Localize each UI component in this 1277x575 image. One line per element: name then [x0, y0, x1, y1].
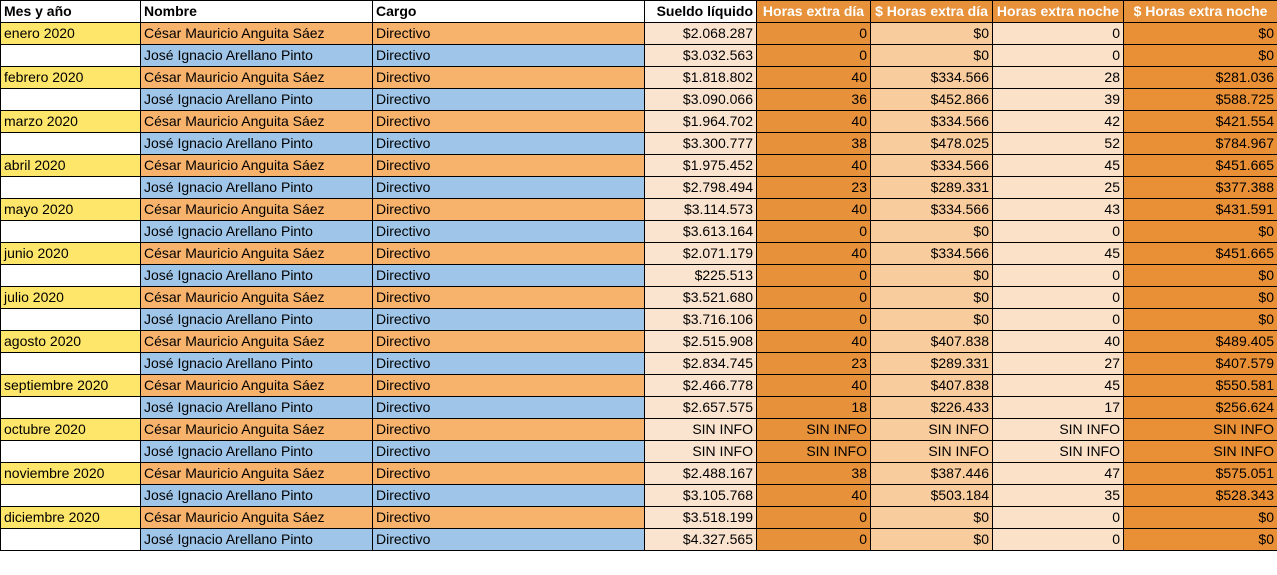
cell-pesos-dia[interactable]: $0: [871, 221, 993, 243]
cell-nombre[interactable]: José Ignacio Arellano Pinto: [141, 485, 373, 507]
cell-nombre[interactable]: César Mauricio Anguita Sáez: [141, 331, 373, 353]
cell-pesos-noche[interactable]: $550.581: [1124, 375, 1277, 397]
cell-cargo[interactable]: Directivo: [373, 463, 645, 485]
cell-cargo[interactable]: Directivo: [373, 287, 645, 309]
header-row: [1, 1, 1277, 23]
cell-horas-noche[interactable]: 47: [993, 463, 1124, 485]
cell-pesos-noche[interactable]: $0: [1124, 23, 1277, 45]
table-row: [1, 287, 1277, 309]
cell-pesos-dia[interactable]: $334.566: [871, 111, 993, 133]
cell-sueldo[interactable]: $3.090.066: [645, 89, 757, 111]
cell-cargo[interactable]: Directivo: [373, 397, 645, 419]
cell-horas-dia[interactable]: 38: [757, 463, 871, 485]
cell-nombre[interactable]: César Mauricio Anguita Sáez: [141, 507, 373, 529]
cell-nombre[interactable]: César Mauricio Anguita Sáez: [141, 287, 373, 309]
cell-horas-noche[interactable]: 40: [993, 331, 1124, 353]
cell-sueldo[interactable]: $1.975.452: [645, 155, 757, 177]
cell-sueldo[interactable]: $3.518.199: [645, 507, 757, 529]
cell-horas-noche[interactable]: 17: [993, 397, 1124, 419]
cell-pesos-noche[interactable]: $431.591: [1124, 199, 1277, 221]
cell-pesos-noche[interactable]: $588.725: [1124, 89, 1277, 111]
table-row: [1, 353, 1277, 375]
cell-horas-noche[interactable]: 0: [993, 23, 1124, 45]
cell-sueldo[interactable]: $2.515.908: [645, 331, 757, 353]
cell-mes[interactable]: octubre 2020: [1, 419, 141, 441]
cell-sueldo[interactable]: SIN INFO: [645, 419, 757, 441]
cell-horas-dia[interactable]: 18: [757, 397, 871, 419]
cell-horas-noche[interactable]: 25: [993, 177, 1124, 199]
cell-pesos-dia[interactable]: $503.184: [871, 485, 993, 507]
cell-horas-dia[interactable]: 36: [757, 89, 871, 111]
table-row: [1, 397, 1277, 419]
cell-horas-noche[interactable]: 27: [993, 353, 1124, 375]
cell-sueldo[interactable]: $3.716.106: [645, 309, 757, 331]
cell-pesos-dia[interactable]: $407.838: [871, 331, 993, 353]
cell-horas-dia[interactable]: 38: [757, 133, 871, 155]
cell-pesos-noche[interactable]: $451.665: [1124, 155, 1277, 177]
cell-sueldo[interactable]: $2.068.287: [645, 23, 757, 45]
table-row: [1, 309, 1277, 331]
table-row: [1, 485, 1277, 507]
cell-pesos-dia[interactable]: $334.566: [871, 243, 993, 265]
cell-horas-dia[interactable]: 40: [757, 199, 871, 221]
table-row: [1, 177, 1277, 199]
cell-sueldo[interactable]: $3.521.680: [645, 287, 757, 309]
table-row: [1, 441, 1277, 463]
header-nombre[interactable]: Nombre: [141, 1, 373, 23]
cell-nombre[interactable]: César Mauricio Anguita Sáez: [141, 463, 373, 485]
cell-horas-noche[interactable]: 0: [993, 309, 1124, 331]
cell-horas-dia[interactable]: 40: [757, 155, 871, 177]
cell-cargo[interactable]: Directivo: [373, 485, 645, 507]
cell-mes[interactable]: noviembre 2020: [1, 463, 141, 485]
header-horas-noche[interactable]: Horas extra noche: [993, 1, 1124, 23]
cell-sueldo[interactable]: $3.032.563: [645, 45, 757, 67]
header-sueldo[interactable]: Sueldo líquido: [645, 1, 757, 23]
cell-horas-noche[interactable]: 0: [993, 221, 1124, 243]
header-mes[interactable]: Mes y año: [1, 1, 141, 23]
cell-pesos-dia[interactable]: $0: [871, 23, 993, 45]
cell-sueldo[interactable]: $4.327.565: [645, 529, 757, 551]
cell-pesos-noche[interactable]: $0: [1124, 221, 1277, 243]
table-row: [1, 331, 1277, 353]
header-pesos-dia[interactable]: $ Horas extra día: [871, 1, 993, 23]
cell-horas-dia[interactable]: 0: [757, 45, 871, 67]
cell-horas-dia[interactable]: SIN INFO: [757, 441, 871, 463]
cell-mes[interactable]: [1, 45, 141, 67]
cell-cargo[interactable]: Directivo: [373, 45, 645, 67]
cell-cargo[interactable]: Directivo: [373, 111, 645, 133]
cell-mes[interactable]: [1, 485, 141, 507]
cell-cargo[interactable]: Directivo: [373, 133, 645, 155]
cell-nombre[interactable]: José Ignacio Arellano Pinto: [141, 353, 373, 375]
cell-nombre[interactable]: César Mauricio Anguita Sáez: [141, 111, 373, 133]
cell-cargo[interactable]: Directivo: [373, 89, 645, 111]
cell-horas-noche[interactable]: 0: [993, 287, 1124, 309]
table-row: [1, 529, 1277, 551]
cell-pesos-dia[interactable]: $478.025: [871, 133, 993, 155]
cell-nombre[interactable]: César Mauricio Anguita Sáez: [141, 67, 373, 89]
cell-pesos-noche[interactable]: $0: [1124, 529, 1277, 551]
cell-sueldo[interactable]: $2.466.778: [645, 375, 757, 397]
cell-pesos-noche[interactable]: $0: [1124, 45, 1277, 67]
cell-horas-dia[interactable]: 0: [757, 529, 871, 551]
cell-horas-noche[interactable]: 43: [993, 199, 1124, 221]
cell-cargo[interactable]: Directivo: [373, 155, 645, 177]
cell-mes[interactable]: julio 2020: [1, 287, 141, 309]
cell-horas-noche[interactable]: 0: [993, 529, 1124, 551]
table-row: [1, 133, 1277, 155]
cell-pesos-dia[interactable]: $452.866: [871, 89, 993, 111]
cell-nombre[interactable]: José Ignacio Arellano Pinto: [141, 397, 373, 419]
table-row: [1, 463, 1277, 485]
cell-mes[interactable]: agosto 2020: [1, 331, 141, 353]
cell-horas-dia[interactable]: SIN INFO: [757, 419, 871, 441]
cell-cargo[interactable]: Directivo: [373, 67, 645, 89]
cell-mes[interactable]: septiembre 2020: [1, 375, 141, 397]
cell-mes[interactable]: [1, 353, 141, 375]
cell-sueldo[interactable]: $2.798.494: [645, 177, 757, 199]
cell-cargo[interactable]: Directivo: [373, 199, 645, 221]
cell-horas-dia[interactable]: 40: [757, 331, 871, 353]
cell-pesos-noche[interactable]: $407.579: [1124, 353, 1277, 375]
cell-pesos-noche[interactable]: $0: [1124, 287, 1277, 309]
cell-horas-noche[interactable]: 45: [993, 375, 1124, 397]
cell-horas-noche[interactable]: 52: [993, 133, 1124, 155]
table-row: [1, 155, 1277, 177]
cell-cargo[interactable]: Directivo: [373, 243, 645, 265]
cell-mes[interactable]: mayo 2020: [1, 199, 141, 221]
header-horas-dia[interactable]: Horas extra día: [757, 1, 871, 23]
table-row: [1, 45, 1277, 67]
cell-pesos-noche[interactable]: $451.665: [1124, 243, 1277, 265]
cell-mes[interactable]: diciembre 2020: [1, 507, 141, 529]
cell-horas-noche[interactable]: 42: [993, 111, 1124, 133]
cell-mes[interactable]: [1, 397, 141, 419]
cell-pesos-noche[interactable]: SIN INFO: [1124, 419, 1277, 441]
cell-cargo[interactable]: Directivo: [373, 507, 645, 529]
cell-pesos-noche[interactable]: $0: [1124, 507, 1277, 529]
cell-horas-dia[interactable]: 0: [757, 265, 871, 287]
cell-sueldo[interactable]: $3.300.777: [645, 133, 757, 155]
cell-sueldo[interactable]: $3.613.164: [645, 221, 757, 243]
cell-pesos-dia[interactable]: $289.331: [871, 353, 993, 375]
cell-horas-noche[interactable]: 39: [993, 89, 1124, 111]
cell-mes[interactable]: junio 2020: [1, 243, 141, 265]
cell-horas-noche[interactable]: 0: [993, 265, 1124, 287]
cell-mes[interactable]: abril 2020: [1, 155, 141, 177]
cell-pesos-dia[interactable]: $387.446: [871, 463, 993, 485]
cell-sueldo[interactable]: $3.105.768: [645, 485, 757, 507]
cell-pesos-dia[interactable]: $0: [871, 507, 993, 529]
cell-horas-dia[interactable]: 23: [757, 177, 871, 199]
cell-cargo[interactable]: Directivo: [373, 419, 645, 441]
cell-cargo[interactable]: Directivo: [373, 529, 645, 551]
cell-pesos-noche[interactable]: $784.967: [1124, 133, 1277, 155]
table-row: [1, 221, 1277, 243]
cell-pesos-noche[interactable]: $281.036: [1124, 67, 1277, 89]
cell-horas-noche[interactable]: SIN INFO: [993, 441, 1124, 463]
cell-pesos-dia[interactable]: $334.566: [871, 155, 993, 177]
table-row: [1, 199, 1277, 221]
cell-cargo[interactable]: Directivo: [373, 331, 645, 353]
cell-horas-dia[interactable]: 40: [757, 375, 871, 397]
cell-horas-dia[interactable]: 40: [757, 111, 871, 133]
cell-mes[interactable]: marzo 2020: [1, 111, 141, 133]
cell-nombre[interactable]: José Ignacio Arellano Pinto: [141, 89, 373, 111]
cell-cargo[interactable]: Directivo: [373, 221, 645, 243]
table-row: [1, 507, 1277, 529]
cell-pesos-noche[interactable]: $575.051: [1124, 463, 1277, 485]
table-row: [1, 89, 1277, 111]
cell-horas-dia[interactable]: 40: [757, 243, 871, 265]
cell-mes[interactable]: [1, 89, 141, 111]
header-cargo[interactable]: Cargo: [373, 1, 645, 23]
cell-nombre[interactable]: José Ignacio Arellano Pinto: [141, 45, 373, 67]
cell-sueldo[interactable]: $3.114.573: [645, 199, 757, 221]
cell-nombre[interactable]: César Mauricio Anguita Sáez: [141, 199, 373, 221]
cell-cargo[interactable]: Directivo: [373, 309, 645, 331]
cell-mes[interactable]: [1, 309, 141, 331]
cell-pesos-dia[interactable]: SIN INFO: [871, 441, 993, 463]
cell-cargo[interactable]: Directivo: [373, 441, 645, 463]
cell-mes[interactable]: [1, 265, 141, 287]
table-row: [1, 111, 1277, 133]
cell-nombre[interactable]: José Ignacio Arellano Pinto: [141, 133, 373, 155]
cell-sueldo[interactable]: $2.488.167: [645, 463, 757, 485]
cell-sueldo[interactable]: $1.818.802: [645, 67, 757, 89]
cell-horas-dia[interactable]: 23: [757, 353, 871, 375]
cell-mes[interactable]: [1, 177, 141, 199]
cell-pesos-dia[interactable]: $289.331: [871, 177, 993, 199]
cell-sueldo[interactable]: $2.071.179: [645, 243, 757, 265]
cell-nombre[interactable]: José Ignacio Arellano Pinto: [141, 221, 373, 243]
cell-horas-noche[interactable]: 0: [993, 507, 1124, 529]
cell-pesos-dia[interactable]: $334.566: [871, 199, 993, 221]
cell-pesos-noche[interactable]: $489.405: [1124, 331, 1277, 353]
cell-pesos-noche[interactable]: $0: [1124, 265, 1277, 287]
cell-pesos-noche[interactable]: $0: [1124, 309, 1277, 331]
cell-sueldo[interactable]: $2.834.745: [645, 353, 757, 375]
cell-pesos-noche[interactable]: $421.554: [1124, 111, 1277, 133]
cell-pesos-dia[interactable]: $0: [871, 309, 993, 331]
table-row: [1, 67, 1277, 89]
cell-horas-dia[interactable]: 0: [757, 221, 871, 243]
cell-nombre[interactable]: José Ignacio Arellano Pinto: [141, 441, 373, 463]
cell-sueldo[interactable]: $225.513: [645, 265, 757, 287]
cell-nombre[interactable]: César Mauricio Anguita Sáez: [141, 419, 373, 441]
cell-pesos-dia[interactable]: $0: [871, 529, 993, 551]
cell-horas-dia[interactable]: 0: [757, 507, 871, 529]
cell-pesos-dia[interactable]: $407.838: [871, 375, 993, 397]
cell-cargo[interactable]: Directivo: [373, 375, 645, 397]
cell-cargo[interactable]: Directivo: [373, 265, 645, 287]
cell-pesos-dia[interactable]: $0: [871, 287, 993, 309]
cell-horas-noche[interactable]: 45: [993, 155, 1124, 177]
cell-pesos-dia[interactable]: $226.433: [871, 397, 993, 419]
cell-mes[interactable]: febrero 2020: [1, 67, 141, 89]
cell-mes[interactable]: enero 2020: [1, 23, 141, 45]
table-row: [1, 23, 1277, 45]
cell-pesos-dia[interactable]: $0: [871, 265, 993, 287]
cell-cargo[interactable]: Directivo: [373, 23, 645, 45]
table-row: [1, 419, 1277, 441]
cell-sueldo[interactable]: SIN INFO: [645, 441, 757, 463]
cell-nombre[interactable]: José Ignacio Arellano Pinto: [141, 177, 373, 199]
cell-pesos-dia[interactable]: $0: [871, 45, 993, 67]
cell-pesos-noche[interactable]: $377.388: [1124, 177, 1277, 199]
cell-nombre[interactable]: José Ignacio Arellano Pinto: [141, 265, 373, 287]
cell-nombre[interactable]: César Mauricio Anguita Sáez: [141, 375, 373, 397]
cell-horas-noche[interactable]: 35: [993, 485, 1124, 507]
cell-nombre[interactable]: César Mauricio Anguita Sáez: [141, 155, 373, 177]
cell-nombre[interactable]: César Mauricio Anguita Sáez: [141, 23, 373, 45]
header-pesos-noche[interactable]: $ Horas extra noche: [1124, 1, 1277, 23]
cell-nombre[interactable]: José Ignacio Arellano Pinto: [141, 309, 373, 331]
cell-nombre[interactable]: César Mauricio Anguita Sáez: [141, 243, 373, 265]
cell-mes[interactable]: [1, 529, 141, 551]
cell-horas-noche[interactable]: 0: [993, 45, 1124, 67]
cell-pesos-noche[interactable]: $256.624: [1124, 397, 1277, 419]
cell-mes[interactable]: [1, 133, 141, 155]
cell-nombre[interactable]: José Ignacio Arellano Pinto: [141, 529, 373, 551]
table-row: [1, 265, 1277, 287]
cell-horas-dia[interactable]: 0: [757, 23, 871, 45]
cell-mes[interactable]: [1, 441, 141, 463]
cell-cargo[interactable]: Directivo: [373, 353, 645, 375]
cell-horas-dia[interactable]: 0: [757, 309, 871, 331]
cell-sueldo[interactable]: $2.657.575: [645, 397, 757, 419]
cell-sueldo[interactable]: $1.964.702: [645, 111, 757, 133]
cell-horas-noche[interactable]: SIN INFO: [993, 419, 1124, 441]
cell-pesos-noche[interactable]: $528.343: [1124, 485, 1277, 507]
cell-horas-noche[interactable]: 28: [993, 67, 1124, 89]
cell-horas-dia[interactable]: 40: [757, 485, 871, 507]
cell-pesos-dia[interactable]: $334.566: [871, 67, 993, 89]
table-row: [1, 243, 1277, 265]
cell-horas-dia[interactable]: 0: [757, 287, 871, 309]
cell-cargo[interactable]: Directivo: [373, 177, 645, 199]
cell-pesos-dia[interactable]: SIN INFO: [871, 419, 993, 441]
cell-pesos-noche[interactable]: SIN INFO: [1124, 441, 1277, 463]
cell-mes[interactable]: [1, 221, 141, 243]
cell-horas-noche[interactable]: 45: [993, 243, 1124, 265]
table-row: [1, 375, 1277, 397]
cell-horas-dia[interactable]: 40: [757, 67, 871, 89]
table-body: [1, 23, 1277, 551]
